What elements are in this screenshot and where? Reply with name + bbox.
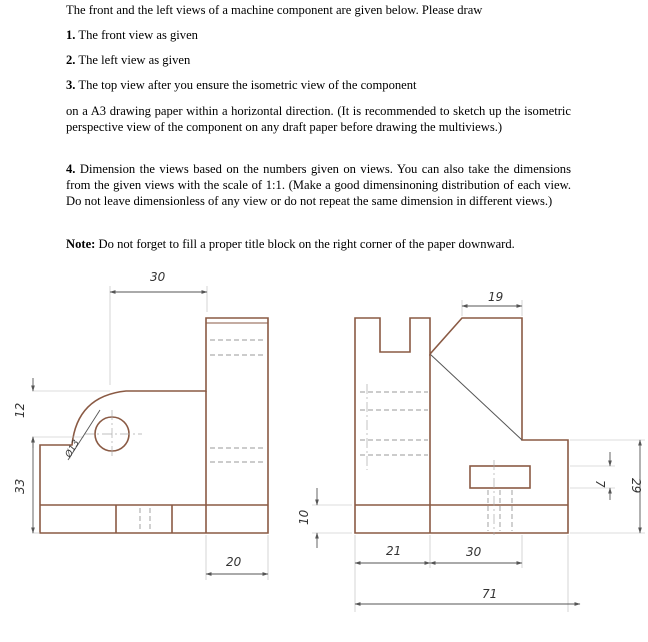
dim-front-12: 12 [13,402,27,418]
left-view-slope [462,318,522,440]
front-view-outline [40,318,268,533]
list-item-text: Dimension the views based on the numbers given on views. You can also take the dimensions from the given views with the scale of 1:1. (Make a good dimensinoning distribution of each view. Do not leave dimensionless of any view or do not repeat the same dimension in different views.) [66,162,571,208]
list-item-number: 4. [66,162,76,176]
left-view-hidden-lines [360,392,512,531]
list-item-number: 2. [66,53,76,67]
dim-left-30: 30 [466,545,482,559]
front-view-hidden-lines [140,340,266,531]
list-item-number: 1. [66,28,76,42]
left-view-slot [470,466,530,488]
list-item-number: 3. [66,78,76,92]
dim-left-21: 21 [386,544,402,558]
dim-left-29: 29 [629,478,643,494]
front-view-dimensions [32,286,268,580]
front-view [40,318,268,533]
list-item-text: The top view after you ensure the isometric view of the component [78,78,417,92]
dim-front-hole: Ø13 [63,438,82,460]
dim-left-71: 71 [482,587,498,601]
instructions-paragraph: on a A3 drawing paper within a horizontal direction. (It is recommended to sketch up the isometric perspective view of the component on any draft paper before drawing the multiviews.) [66,104,571,134]
note-text: Do not forget to fill a proper title block on the right corner of the paper downward. [98,237,515,251]
dim-left-7: 7 [593,480,607,488]
left-view-dimensions [312,300,645,612]
left-view-outline [355,318,568,533]
dim-front-30: 30 [150,270,166,284]
list-item-text: The front view as given [78,28,198,42]
intro-text: The front and the left views of a machine component are given below. Please draw [66,3,483,17]
note-label: Note: [66,237,96,251]
dim-left-10: 10 [297,509,311,525]
left-view [355,318,568,533]
left-view-slope [430,354,522,440]
list-item-text: The left view as given [78,53,191,67]
dim-front-33: 33 [13,478,27,494]
dim-left-19: 19 [488,290,504,304]
dim-front-20: 20 [226,555,242,569]
